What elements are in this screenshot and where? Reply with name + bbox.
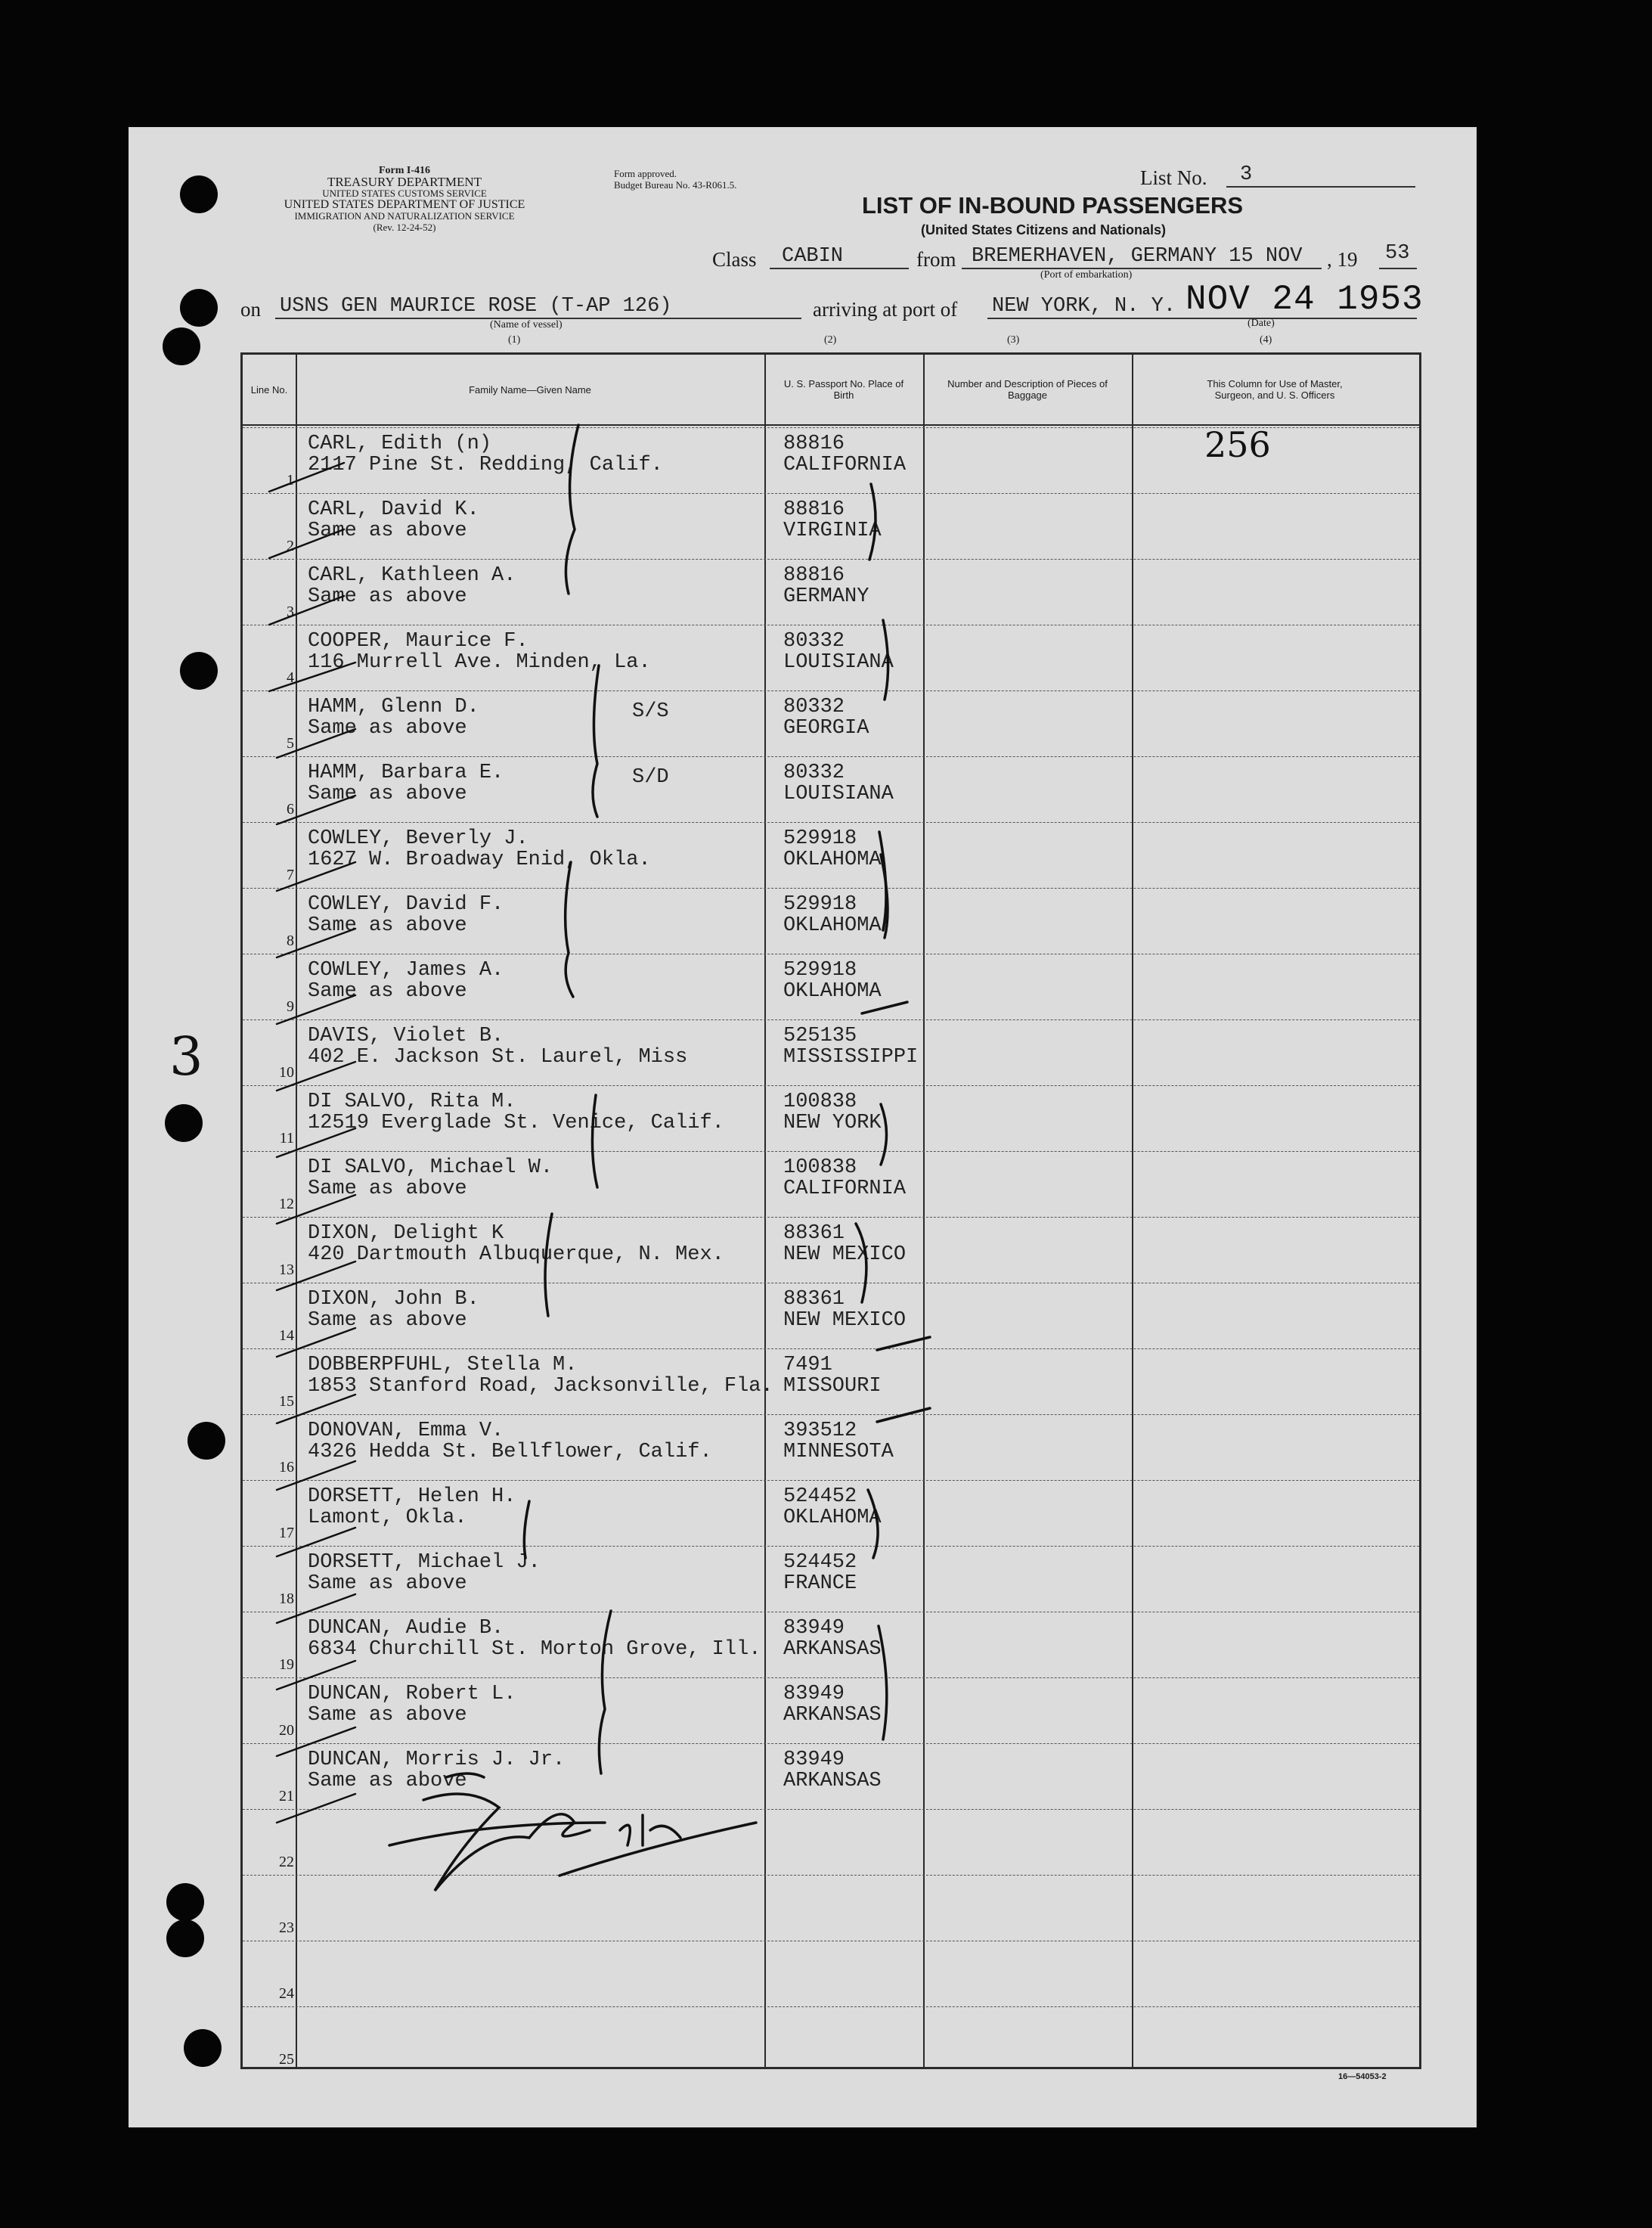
place-of-birth: NEW MEXICO	[783, 1309, 907, 1332]
arriving-label: arriving at port of	[813, 298, 958, 321]
arrival-port: NEW YORK, N. Y.	[992, 295, 1176, 318]
punch-hole	[163, 327, 200, 365]
place-of-birth: MINNESOTA	[783, 1441, 894, 1463]
passenger-name: DAVIS, Violet B.	[308, 1025, 504, 1047]
passport-number: 80332	[783, 630, 845, 653]
table-row	[243, 2006, 1419, 2073]
date-caption: (Date)	[1248, 318, 1275, 329]
punch-hole	[166, 1919, 204, 1957]
punch-hole	[180, 652, 218, 690]
page-subtitle: (United States Citizens and Nationals)	[920, 222, 1167, 237]
punch-hole	[180, 175, 218, 213]
passenger-name: DUNCAN, Morris J. Jr.	[308, 1749, 566, 1771]
line-number: 9	[287, 998, 294, 1015]
passport-number: 529918	[783, 827, 857, 850]
class-line	[770, 268, 909, 269]
column-index-2: (2)	[824, 334, 837, 346]
passport-number: 524452	[783, 1551, 857, 1574]
passenger-name: CARL, Kathleen A.	[308, 564, 516, 587]
passenger-name: DORSETT, Michael J.	[308, 1551, 541, 1574]
passport-number: 393512	[783, 1420, 857, 1442]
port-embarkation-caption: (Port of embarkation)	[1040, 269, 1133, 281]
year-line	[1379, 268, 1417, 269]
passenger-name: DIXON, Delight K	[308, 1222, 504, 1245]
line-number: 20	[279, 1722, 294, 1739]
passenger-name: DI SALVO, Michael W.	[308, 1156, 553, 1179]
place-of-birth: GEORGIA	[783, 717, 869, 740]
place-of-birth: OKLAHOMA	[783, 849, 882, 871]
table-row	[243, 1612, 1419, 1678]
passport-number: 88816	[783, 433, 845, 455]
place-of-birth: ARKANSAS	[783, 1704, 882, 1727]
passenger-address: Same as above	[308, 783, 467, 805]
table-row	[243, 1677, 1419, 1744]
line-number: 23	[279, 1919, 294, 1936]
line-number: 10	[279, 1064, 294, 1081]
column-index-4: (4)	[1260, 334, 1272, 346]
passenger-name: COOPER, Maurice F.	[308, 630, 528, 653]
list-no-value: 3	[1240, 163, 1253, 186]
passenger-name: DORSETT, Helen H.	[308, 1485, 516, 1508]
passport-number: 524452	[783, 1485, 857, 1508]
punch-hole	[188, 1422, 225, 1460]
line-number: 8	[287, 932, 294, 949]
table-row	[243, 559, 1419, 625]
line-number: 13	[279, 1261, 294, 1278]
table-row	[243, 822, 1419, 889]
margin-handwritten-mark: 3	[169, 1026, 203, 1088]
passenger-address: 402 E. Jackson St. Laurel, Miss	[308, 1046, 688, 1069]
passport-number: 88361	[783, 1222, 845, 1245]
passport-number: 80332	[783, 696, 845, 718]
place-of-birth: GERMANY	[783, 585, 869, 608]
passport-number: 80332	[783, 762, 845, 784]
passport-number: 88816	[783, 564, 845, 587]
passenger-address: Same as above	[308, 520, 467, 542]
line-number: 2	[287, 538, 294, 554]
passenger-address: Same as above	[308, 1704, 467, 1727]
place-of-birth: LOUISIANA	[783, 783, 894, 805]
header-officers: This Column for Use of Master, Surgeon, and U. S. Officers	[1207, 378, 1343, 401]
budget-bureau: Budget Bureau No. 43-R061.5.	[614, 179, 737, 191]
form-agency-block	[227, 165, 582, 233]
passport-number: 83949	[783, 1683, 845, 1705]
vessel-name: USNS GEN MAURICE ROSE (T-AP 126)	[280, 295, 672, 318]
form-number: Form I-416	[378, 165, 431, 176]
place-of-birth: OKLAHOMA	[783, 980, 882, 1003]
line-number: 15	[279, 1393, 294, 1410]
revision-date: (Rev. 12-24-52)	[373, 222, 436, 233]
table-row	[243, 1875, 1419, 1941]
year-prefix: , 19	[1327, 248, 1358, 271]
table-row	[243, 756, 1419, 823]
line-number: 25	[279, 2051, 294, 2068]
passport-number: 525135	[783, 1025, 857, 1047]
passenger-name: DUNCAN, Robert L.	[308, 1683, 516, 1705]
passenger-address: 2117 Pine St. Redding, Calif.	[308, 454, 663, 476]
officer-handwritten-number: 256	[1204, 424, 1271, 465]
place-of-birth: CALIFORNIA	[783, 454, 907, 476]
place-of-birth: MISSOURI	[783, 1375, 882, 1398]
passenger-address: 4326 Hedda St. Bellflower, Calif.	[308, 1441, 712, 1463]
passenger-name: HAMM, Barbara E.	[308, 762, 504, 784]
line-number: 19	[279, 1656, 294, 1673]
table-row	[243, 427, 1419, 494]
list-no-line	[1226, 186, 1415, 188]
list-no-label: List No.	[1140, 166, 1207, 189]
place-of-birth: OKLAHOMA	[783, 914, 882, 937]
punch-hole	[166, 1883, 204, 1921]
passenger-table	[240, 352, 1421, 2069]
passenger-address: Same as above	[308, 1572, 467, 1595]
line-number: 14	[279, 1327, 294, 1344]
passenger-name: CARL, David K.	[308, 498, 479, 521]
line-number: 4	[287, 669, 294, 686]
passenger-name: DONOVAN, Emma V.	[308, 1420, 504, 1442]
table-row	[243, 1546, 1419, 1612]
year-value: 53	[1385, 242, 1410, 265]
place-of-birth: VIRGINIA	[783, 520, 882, 542]
from-value: BREMERHAVEN, GERMANY 15 NOV	[972, 245, 1303, 268]
header-passport: U. S. Passport No. Place of Birth	[783, 378, 904, 401]
place-of-birth: NEW YORK	[783, 1112, 882, 1134]
passport-number: 88361	[783, 1288, 845, 1311]
table-row	[243, 1019, 1419, 1086]
justice-department: UNITED STATES DEPARTMENT OF JUSTICE	[284, 198, 525, 211]
table-row	[243, 1414, 1419, 1481]
table-row	[243, 1151, 1419, 1218]
form-approved: Form approved.	[614, 168, 677, 179]
line-number: 18	[279, 1590, 294, 1607]
table-row	[243, 1743, 1419, 1810]
vessel-caption: (Name of vessel)	[490, 319, 563, 330]
from-line	[962, 268, 1322, 269]
passenger-name: COWLEY, Beverly J.	[308, 827, 528, 850]
table-row	[243, 1283, 1419, 1349]
column-index-1: (1)	[508, 334, 521, 346]
relationship-note: S/S	[632, 700, 669, 723]
passport-number: 529918	[783, 893, 857, 916]
passenger-address: Same as above	[308, 914, 467, 937]
table-row	[243, 1217, 1419, 1283]
passenger-name: DUNCAN, Audie B.	[308, 1617, 504, 1640]
passenger-address: 1853 Stanford Road, Jacksonville, Fla.	[308, 1375, 773, 1398]
line-number: 5	[287, 735, 294, 752]
passenger-name: DI SALVO, Rita M.	[308, 1091, 516, 1113]
line-number: 17	[279, 1525, 294, 1541]
line-number: 6	[287, 801, 294, 818]
from-label: from	[916, 248, 956, 271]
passport-number: 83949	[783, 1617, 845, 1640]
passenger-address: Lamont, Okla.	[308, 1507, 467, 1529]
line-number: 24	[279, 1985, 294, 2002]
passenger-address: 6834 Churchill St. Morton Grove, Ill.	[308, 1638, 761, 1661]
place-of-birth: CALIFORNIA	[783, 1178, 907, 1200]
passenger-address: Same as above	[308, 585, 467, 608]
header-family-name: Family Name—Given Name	[469, 383, 591, 396]
passenger-address: Same as above	[308, 1309, 467, 1332]
passenger-address: 116 Murrell Ave. Minden, La.	[308, 651, 651, 674]
line-number: 3	[287, 604, 294, 620]
table-row	[243, 888, 1419, 954]
table-row	[243, 1941, 1419, 2007]
line-number: 7	[287, 867, 294, 883]
passport-number: 100838	[783, 1156, 857, 1179]
passenger-address: 420 Dartmouth Albuquerque, N. Mex.	[308, 1243, 724, 1266]
line-number: 1	[287, 472, 294, 489]
footer-print-code: 16—54053-2	[1338, 2072, 1387, 2081]
header-line-no: Line No.	[250, 383, 288, 396]
class-label: Class	[712, 248, 757, 271]
passenger-address: Same as above	[308, 717, 467, 740]
place-of-birth: ARKANSAS	[783, 1638, 882, 1661]
passenger-address: Same as above	[308, 980, 467, 1003]
passport-number: 88816	[783, 498, 845, 521]
line-number: 12	[279, 1196, 294, 1212]
passenger-address: Same as above	[308, 1770, 467, 1792]
punch-hole	[165, 1104, 203, 1142]
place-of-birth: LOUISIANA	[783, 651, 894, 674]
punch-hole	[184, 2029, 222, 2067]
line-number: 21	[279, 1788, 294, 1804]
table-row	[243, 954, 1419, 1020]
punch-hole	[180, 289, 218, 327]
passenger-name: COWLEY, David F.	[308, 893, 504, 916]
passenger-address: Same as above	[308, 1178, 467, 1200]
passport-number: 7491	[783, 1354, 832, 1376]
passenger-name: DIXON, John B.	[308, 1288, 479, 1311]
table-row	[243, 690, 1419, 757]
table-row	[243, 1480, 1419, 1547]
place-of-birth: ARKANSAS	[783, 1770, 882, 1792]
relationship-note: S/D	[632, 766, 669, 789]
table-row	[243, 1809, 1419, 1876]
line-number: 22	[279, 1854, 294, 1870]
line-number: 16	[279, 1459, 294, 1476]
passport-number: 529918	[783, 959, 857, 982]
passenger-address: 12519 Everglade St. Venice, Calif.	[308, 1112, 724, 1134]
place-of-birth: NEW MEXICO	[783, 1243, 907, 1266]
table-row	[243, 1085, 1419, 1152]
customs-service: UNITED STATES CUSTOMS SERVICE	[322, 188, 487, 199]
on-label: on	[240, 298, 261, 321]
passenger-name: HAMM, Glenn D.	[308, 696, 479, 718]
place-of-birth: OKLAHOMA	[783, 1507, 882, 1529]
header-baggage: Number and Description of Pieces of Baggage	[947, 378, 1108, 401]
passport-number: 100838	[783, 1091, 857, 1113]
passenger-address: 1627 W. Broadway Enid, Okla.	[308, 849, 651, 871]
passenger-name: DOBBERPFUHL, Stella M.	[308, 1354, 578, 1376]
date-stamp: NOV 24 1953	[1186, 280, 1424, 319]
ins-service: IMMIGRATION AND NATURALIZATION SERVICE	[294, 210, 515, 222]
table-row	[243, 625, 1419, 691]
line-number: 11	[279, 1130, 294, 1147]
place-of-birth: MISSISSIPPI	[783, 1046, 919, 1069]
passenger-name: CARL, Edith (n)	[308, 433, 492, 455]
column-index-3: (3)	[1007, 334, 1020, 346]
place-of-birth: FRANCE	[783, 1572, 857, 1595]
class-value: CABIN	[782, 245, 844, 268]
approval-block	[614, 168, 736, 191]
page-title: LIST OF IN-BOUND PASSENGERS	[862, 192, 1244, 219]
passport-number: 83949	[783, 1749, 845, 1771]
table-row	[243, 1348, 1419, 1415]
passenger-name: COWLEY, James A.	[308, 959, 504, 982]
treasury-department: TREASURY DEPARTMENT	[327, 175, 482, 189]
table-row	[243, 493, 1419, 560]
